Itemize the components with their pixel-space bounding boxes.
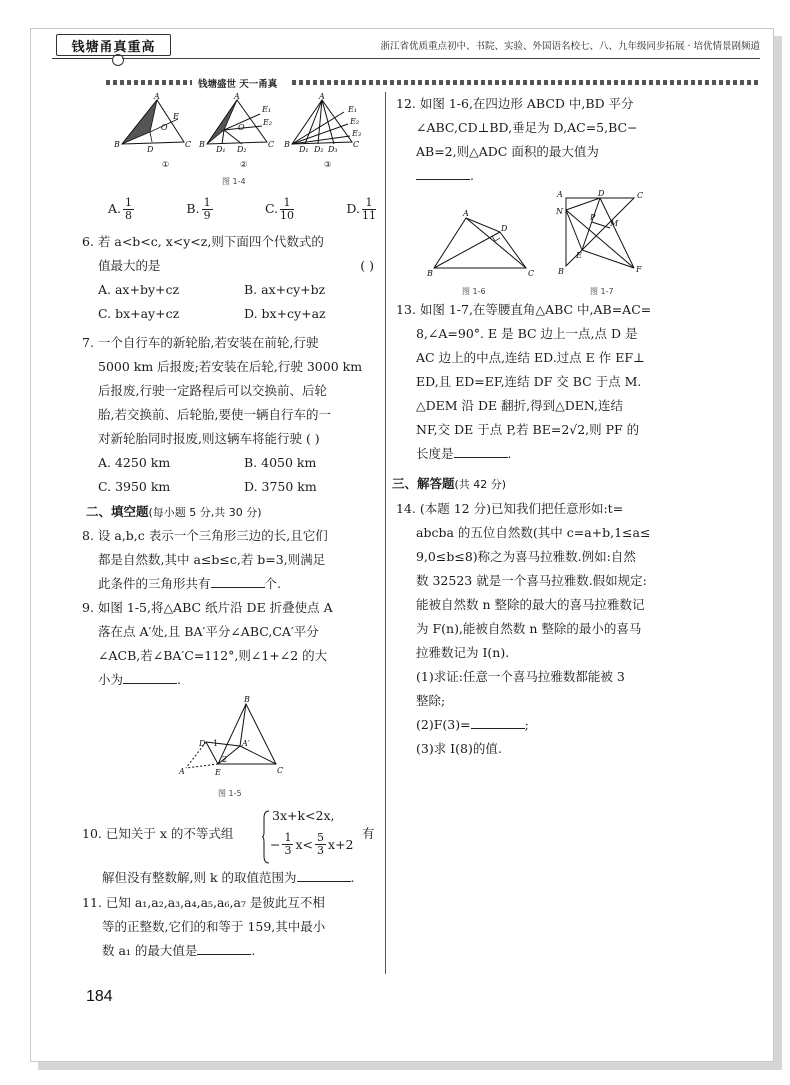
svg-text:A′: A′	[242, 739, 250, 748]
option-b[interactable]: B. $\frac{1}{9}$	[186, 196, 211, 222]
q6-line: 6. 若 a<b<c, x<y<z,则下面四个代数式的	[82, 234, 324, 249]
figure-1-7	[552, 190, 652, 282]
caption-figure-1-6: 图 1-6	[462, 287, 486, 296]
question-7	[82, 331, 380, 499]
q14-part-2: (2)F(3)= ;	[396, 713, 764, 737]
q11-line: 11. 已知 a₁,a₂,a₃,a₄,a₅,a₆,a₇ 是彼此互不相	[82, 895, 325, 910]
svg-text:E: E	[576, 251, 582, 260]
q14-part-1-cont: 整除;	[416, 693, 446, 708]
svg-text:C: C	[268, 140, 275, 149]
svg-text:O: O	[238, 123, 245, 132]
q14-line: 数 32523 就是一个喜马拉雅数.假如规定:	[416, 573, 647, 588]
svg-text:2: 2	[222, 755, 228, 764]
figure-1-6	[426, 206, 536, 282]
svg-text:D: D	[199, 739, 206, 748]
logo-circle	[112, 54, 124, 66]
q9-line: ∠ACB,若∠BA′C=112°,则∠1+∠2 的大	[98, 648, 328, 663]
inequality-2: − $\frac{1}{3}$ x< $\frac{5}{3}$ x+2	[270, 831, 354, 857]
answer-blank[interactable]	[297, 867, 351, 882]
q14-line: 能被自然数 n 整除的最大的喜马拉雅数记	[416, 597, 645, 612]
q9-line: 落在点 A′处,且 BA′平分∠ABC,CA′平分	[98, 624, 319, 639]
svg-text:D₁: D₁	[299, 145, 309, 154]
q7-line: 5000 km 后报废;若安装在后轮,行驶 3000 km	[98, 359, 363, 374]
figure-1-4	[112, 92, 382, 187]
svg-text:B: B	[244, 695, 250, 704]
svg-text:O: O	[161, 123, 168, 132]
svg-text:A: A	[234, 92, 240, 101]
q14-line: 14. (本题 12 分)已知我们把任意形如:t=	[396, 501, 624, 516]
caption-figure-1-7: 图 1-7	[590, 287, 614, 296]
svg-text:B: B	[199, 140, 205, 149]
svg-text:D: D	[501, 224, 508, 233]
q14-line: abcba 的五位自然数(其中 c=a+b,1≤a≤	[416, 525, 651, 540]
svg-text:E: E	[215, 768, 221, 777]
logo-decoration	[52, 58, 112, 65]
question-10: 10. 已知关于 x 的不等式组 3x+k<2x, − $\frac{1}{3}$ x< $\frac{5}{3}$ x+2 有	[82, 806, 382, 866]
svg-text:D: D	[147, 145, 154, 154]
question-10-line-2: 解但没有整数解,则 k 的取值范围为 .	[102, 866, 400, 890]
svg-text:C: C	[277, 766, 284, 775]
question-9: 9. 如图 1-5,将△ABC 纸片沿 DE 折叠使点 A 落在点 A′处,且 BA′平分∠ABC,CA′平分 ∠ACB,若∠BA′C=112°,则∠1+∠2 的大 小为 .	[82, 596, 380, 692]
caption-figure-1-5: 图 1-5	[218, 789, 242, 798]
q7-line: 后报废,行驶一定路程后可以交换前、后轮	[98, 383, 327, 398]
q14-line: 9,0≤b≤8)称之为喜马拉雅数.例如:自然	[416, 549, 636, 564]
svg-text:A: A	[154, 92, 160, 101]
column-divider	[385, 92, 386, 974]
section-note: (每小题 5 分,共 30 分)	[148, 506, 262, 519]
svg-text:B: B	[114, 140, 120, 149]
option-c[interactable]: C. bx+ay+cz	[98, 306, 180, 321]
svg-text:E₂: E₂	[263, 118, 273, 127]
q14-line: 拉雅数记为 I(n).	[416, 645, 510, 660]
q13-line: NF,交 DE 于点 P,若 BE=2√2,则 PF 的	[416, 422, 640, 437]
q13-line: 13. 如图 1-7,在等腰直角△ABC 中,AB=AC=	[396, 302, 652, 317]
q6-line: 值最大的是	[98, 258, 161, 273]
q14-line: 为 F(n),能被自然数 n 整除的最小的喜马	[416, 621, 642, 636]
option-b[interactable]: B. 4050 km	[244, 455, 317, 470]
svg-text:D₂: D₂	[237, 145, 247, 154]
answer-blank[interactable]	[197, 940, 251, 955]
caption-figure-1-4: 图 1-4	[222, 177, 246, 186]
q7-line: 胎,若交换前、后轮胎,要使一辆自行车的一	[98, 407, 331, 422]
answer-blank[interactable]	[123, 669, 177, 684]
brace-icon	[262, 810, 270, 864]
svg-text:C: C	[637, 191, 644, 200]
q7-line: 对新轮胎同时报废,则这辆车将能行驶 ( )	[98, 431, 320, 446]
section-title: 二、填空题	[86, 504, 149, 519]
svg-text:M: M	[610, 219, 619, 228]
svg-text:E₃: E₃	[352, 129, 362, 138]
option-b[interactable]: B. ax+cy+bz	[244, 282, 326, 297]
inequality-1: 3x+k<2x,	[272, 808, 335, 823]
svg-text:E₁: E₁	[348, 105, 358, 114]
question-14	[396, 497, 764, 761]
svg-text:B: B	[427, 269, 433, 278]
svg-text:E: E	[173, 112, 179, 121]
svg-text:B: B	[284, 140, 290, 149]
section-title: 三、解答题	[392, 476, 455, 491]
question-6	[82, 230, 380, 326]
svg-text:E₂: E₂	[350, 117, 360, 126]
option-c[interactable]: C. 3950 km	[98, 479, 171, 494]
section-2-heading	[86, 500, 384, 525]
option-a[interactable]: A. $\frac{1}{8}$	[108, 196, 133, 222]
question-11: 11. 已知 a₁,a₂,a₃,a₄,a₅,a₆,a₇ 是彼此互不相 等的正整数,它们的和等于 159,其中最小 数 a₁ 的最大值是 .	[82, 891, 380, 963]
svg-text:A: A	[557, 190, 563, 199]
answer-blank[interactable]	[211, 573, 265, 588]
svg-text:C: C	[185, 140, 192, 149]
svg-text:D₂: D₂	[314, 145, 324, 154]
q13-line: △DEM 沿 DE 翻折,得到△DEN,连结	[416, 398, 623, 413]
q14-part-1: (1)求证:任意一个喜马拉雅数都能被 3	[416, 669, 625, 684]
q10-line: 10. 已知关于 x 的不等式组	[82, 826, 234, 841]
answer-paren: ( )	[360, 258, 374, 273]
question-8: 8. 设 a,b,c 表示一个三角形三边的长,且它们 都是自然数,其中 a≤b≤c,若 b=3,则满足 此条件的三角形共有 个.	[82, 524, 380, 596]
header-stripe-left	[106, 80, 192, 85]
page-number: 184	[86, 988, 113, 1005]
question-13: 13. 如图 1-7,在等腰直角△ABC 中,AB=AC= 8,∠A=90°. E 是 BC 边上一点,点 D 是 AC 边上的中点,连结 ED.过点 E 作 EF⊥ ED,且 ED=EF,连结 DF 交 BC 于点 M. △DEM 沿 DE 翻折,得到△DEN,连结 NF,交 DE 于点 P,若 BE=2√2,则 PF 的 长度是 .	[396, 298, 764, 466]
q12-line: ∠ABC,CD⊥BD,垂足为 D,AC=5,BC−	[416, 120, 638, 135]
header-series-title: 浙江省优质重点初中、书院、实验、外国语名校七、八、九年级同步拓展 · 培优情景剧频道	[380, 41, 760, 52]
answer-blank[interactable]	[471, 714, 525, 729]
book-logo: 钱塘甬真重高	[56, 34, 171, 56]
q8-line: 8. 设 a,b,c 表示一个三角形三边的长,且它们	[82, 528, 328, 543]
svg-text:D₃: D₃	[328, 145, 338, 154]
question-12: 12. 如图 1-6,在四边形 ABCD 中,BD 平分 ∠ABC,CD⊥BD,垂足为 D,AC=5,BC− AB=2,则△ADC 面积的最大值为 .	[396, 92, 764, 188]
svg-text:A: A	[463, 209, 469, 218]
figure-label-1: ①	[162, 160, 170, 169]
section-3-heading	[392, 472, 760, 497]
q13-line: ED,且 ED=EF,连结 DF 交 BC 于点 M.	[416, 374, 642, 389]
option-a[interactable]: A. ax+by+cz	[98, 282, 180, 297]
option-d[interactable]: D. 3750 km	[244, 479, 317, 494]
header-stripe-right	[292, 80, 758, 85]
header-subtitle: 钱塘盛世 天一甬真	[198, 79, 278, 90]
svg-text:E₁: E₁	[262, 105, 272, 114]
q11-line: 等的正整数,它们的和等于 159,其中最小	[102, 919, 326, 934]
q12-line: AB=2,则△ADC 面积的最大值为	[416, 144, 599, 159]
q13-line: AC 边上的中点,连结 ED.过点 E 作 EF⊥	[416, 350, 645, 365]
svg-text:B: B	[558, 267, 564, 276]
section-note: (共 42 分)	[454, 478, 507, 491]
answer-blank[interactable]	[454, 443, 508, 458]
option-c[interactable]: C. $\frac{1}{10}$	[264, 196, 295, 222]
option-d[interactable]: D. bx+cy+az	[244, 306, 326, 321]
answer-blank[interactable]	[416, 165, 470, 180]
figure-label-3: ③	[324, 160, 332, 169]
svg-text:C: C	[528, 269, 535, 278]
q12-line: 12. 如图 1-6,在四边形 ABCD 中,BD 平分	[396, 96, 634, 111]
option-a[interactable]: A. 4250 km	[98, 455, 171, 470]
question-5-options	[108, 197, 378, 222]
q13-line: 8,∠A=90°. E 是 BC 边上一点,点 D 是	[416, 326, 638, 341]
svg-text:F: F	[636, 265, 642, 274]
svg-text:N: N	[556, 207, 563, 216]
q9-line: 9. 如图 1-5,将△ABC 纸片沿 DE 折叠使点 A	[82, 600, 333, 615]
svg-text:D: D	[598, 190, 605, 198]
svg-text:A: A	[319, 92, 325, 101]
header-rule	[122, 58, 760, 59]
svg-text:1: 1	[213, 739, 219, 748]
q8-line: 都是自然数,其中 a≤b≤c,若 b=3,则满足	[98, 552, 326, 567]
svg-text:A: A	[179, 767, 185, 776]
svg-text:C: C	[353, 140, 360, 149]
svg-text:D₁: D₁	[216, 145, 226, 154]
svg-text:P: P	[590, 213, 596, 222]
option-d[interactable]: D. $\frac{1}{11}$	[346, 196, 376, 222]
figure-label-2: ②	[240, 160, 248, 169]
q14-part-3: (3)求 I(8)的值.	[416, 741, 502, 756]
q7-line: 7. 一个自行车的新轮胎,若安装在前轮,行驶	[82, 335, 319, 350]
figure-1-5	[178, 694, 288, 786]
